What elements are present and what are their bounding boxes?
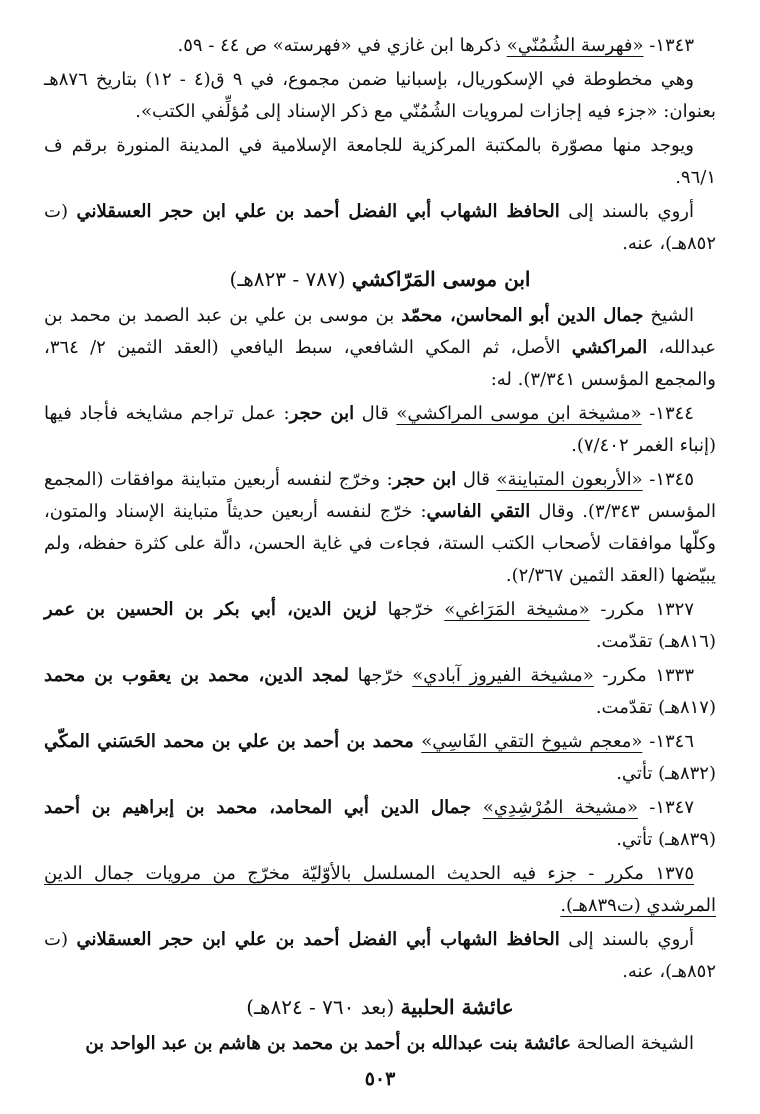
entry-text: : عمل تراجم مشايخه فأجاد فيها (إنباء الغمر ٧/٤٠٢). [44,403,716,456]
entry-text: : خرّج لنفسه أربعين حديثاً متباينة الإسناد والمتون، وكلّها موافقات لأصحاب الكتب الستة، فجاءت في غاية الحسن، دالّة على كثرة حفظه، ولم يبيّضها (العقد الثمين ٢/٣٦٧). [44,501,716,586]
section-heading-aisha [44,990,716,1024]
entry-title: «مشيخة المُرْشِدِي» [482,797,638,818]
entry-text: قال [456,469,497,490]
entry-person: جمال الدين أبي المحامد، محمد بن إبراهيم بن أحمد [44,797,483,818]
page-body [44,30,716,1062]
entry-authority: التقي الفاسي [426,501,531,522]
entry-text: (٨١٧هـ) تقدّمت. [595,697,716,718]
isnad-scholar: الحافظ الشهاب أبي الفضل أحمد بن علي ابن حجر العسقلاني [76,929,560,950]
heading-name: عائشة الحلبية [400,995,514,1019]
entry-text: (٨١٦هـ) تقدّمت. [595,631,716,652]
entry-1346 [44,726,716,790]
bio-text: الشيخة الصالحة [570,1033,694,1054]
section-heading-ibn-musa [44,262,716,296]
isnad-prefix: أروي بالسند إلى [559,929,694,950]
entry-title: «الأربعون المتباينة» [496,469,643,490]
isnad-line-2 [44,924,716,988]
heading-name: ابن موسى المَرّاكشي [351,267,531,291]
entry-1344 [44,398,716,462]
entry-number: ١٣٤٣- [649,35,694,56]
entry-authority: ابن حجر [392,469,457,490]
entry-text: ١٣٧٥ مكرر - جزء فيه الحديث المسلسل بالأوّليّة مخرّج من مرويات جمال الدين المرشدي (ت٨٣٩هـ). [44,863,716,916]
biography-aisha [44,1028,716,1060]
isnad-suffix: (ت ٨٥٢هـ)، عنه. [44,929,716,982]
entry-person: لزين الدين، أبي بكر بن الحسين بن عمر [44,599,377,620]
heading-dates: (٧٨٧ - ٨٢٣هـ) [229,267,352,291]
entry-number: ١٣٤٤- [649,403,694,424]
entry-1345 [44,464,716,592]
entry-number: ١٣٤٧- [649,797,694,818]
entry-1327-repeat [44,594,716,658]
entry-title: «مشيخة المَرَاغي» [444,599,590,620]
entry-text: ذكرها ابن غازي في «فهرسته» ص ٤٤ - ٥٩. [177,35,507,56]
bio-name: عائشة بنت عبدالله بن أحمد بن محمد بن هاشم بن عبد الواحد بن [85,1033,571,1054]
entry-text: قال [354,403,397,424]
heading-dates: (بعد ٧٦٠ - ٨٢٤هـ) [246,995,401,1019]
bio-text: الأصل، ثم المكي الشافعي، سبط اليافعي (العقد الثمين ٢/ ٣٦٤، والمجمع المؤسس ٣/٣٤١). له: [44,337,716,390]
entry-1343 [44,30,716,62]
bio-name: جمال الدين أبو المحاسن، محمّد [401,305,644,326]
entry-number: ١٣٤٦- [649,731,694,752]
entry-text: : وخرّج لنفسه أربعين متباينة موافقات (المجمع المؤسس ٣/٣٤٣). وقال [44,469,717,522]
entry-person: محمد بن أحمد بن علي بن محمد الحَسَني المكّي [44,731,422,752]
entry-number: ١٣٤٥- [649,469,694,490]
bio-text: الشيخ [643,305,694,326]
entry-title: «مشيخة الفيروز آبادي» [412,665,594,686]
isnad-scholar: الحافظ الشهاب أبي الفضل أحمد بن علي ابن حجر العسقلاني [76,201,560,222]
biography-ibn-musa [44,300,716,396]
entry-title: «فهرسة الشُمُنّي» [506,35,644,56]
entry-text: خرّجها [349,665,413,686]
bio-text: بن موسى بن علي بن عبد الصمد بن محمد بن عبدالله، [44,305,716,358]
entry-text: (٨٣٢هـ) تأتي. [616,763,716,784]
entry-number: ١٣٢٧ مكرر- [600,599,694,620]
bio-nisba: المراكشي [571,337,648,358]
entry-1347 [44,792,716,856]
entry-authority: ابن حجر [289,403,355,424]
entry-number: ١٣٣٣ مكرر- [602,665,694,686]
isnad-prefix: أروي بالسند إلى [559,201,694,222]
page-number: ٥٠٣ [364,1068,396,1090]
entry-person: لمجد الدين، محمد بن يعقوب بن محمد [44,665,350,686]
entry-1343-description: وهي مخطوطة في الإسكوريال، بإسبانيا ضمن مجموع، في ٩ ق(٤ - ١٢) بتاريخ ٨٧٦هـ بعنوان: «جزء فيه إجازات لمرويات الشُمُنّي مع ذكر الإسناد إلى مُؤلِّفي الكتب». [44,69,716,122]
entry-text: خرّجها [376,599,445,620]
entry-1343-copy-note: ويوجد منها مصوّرة بالمكتبة المركزية للجامعة الإسلامية في المدينة المنورة برقم ف ٩٦/١. [44,135,716,188]
entry-text: (٨٣٩هـ) تأتي. [616,829,716,850]
isnad-suffix: (ت ٨٥٢هـ)، عنه. [44,201,716,254]
entry-title: «معجم شيوخ التقي الفَاسِي» [421,731,643,752]
entry-1333-repeat [44,660,716,724]
entry-title: «مشيخة ابن موسى المراكشي» [396,403,642,424]
isnad-line [44,196,716,260]
entry-1375-repeat [44,858,716,922]
